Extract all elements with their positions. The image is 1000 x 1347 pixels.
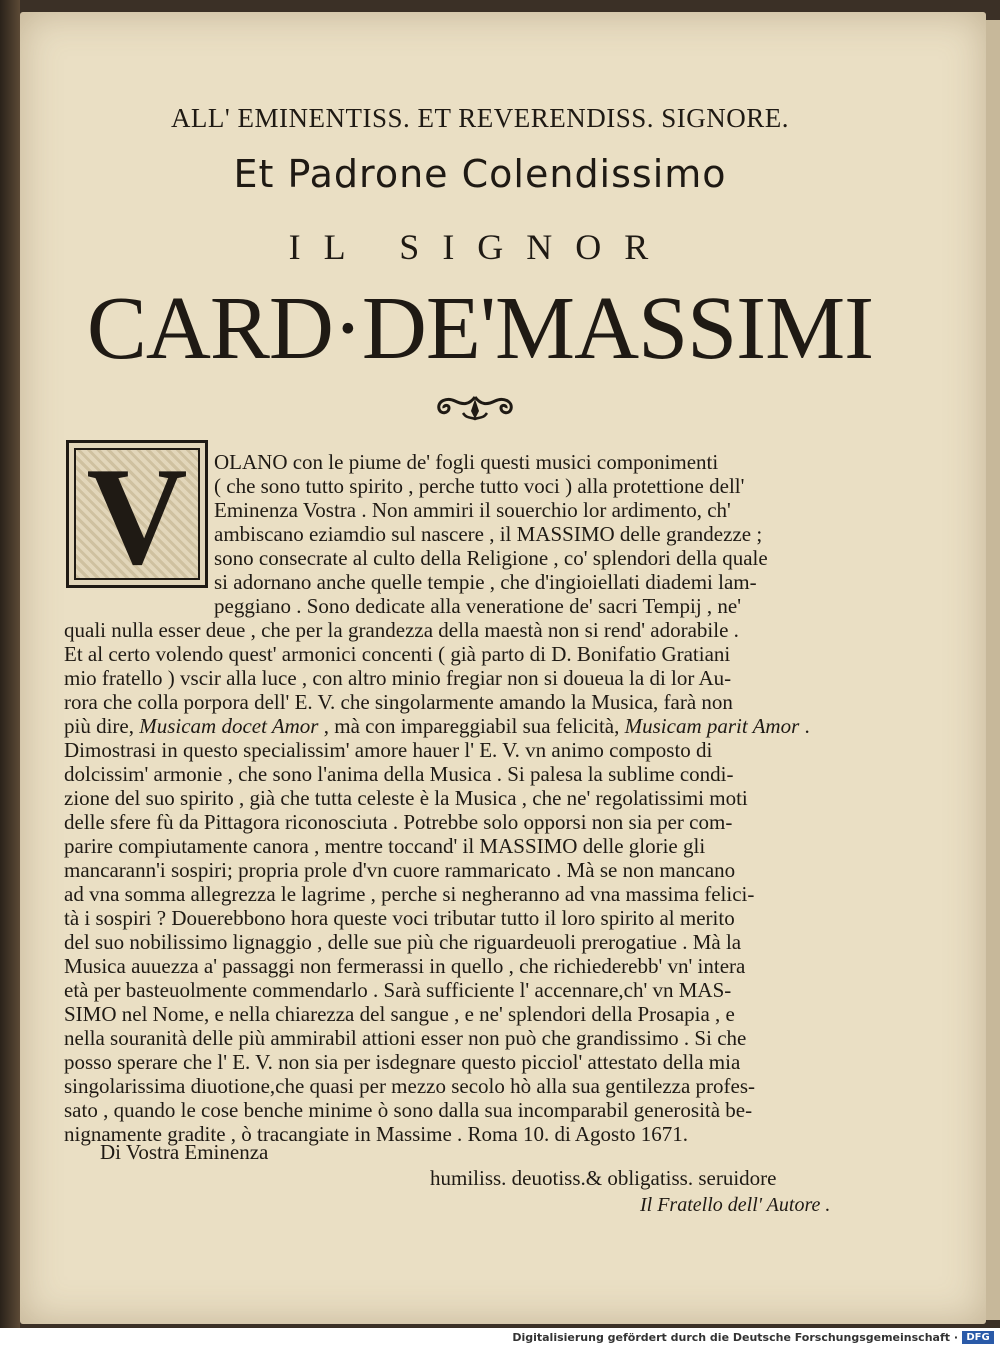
body-line: delle sfere fù da Pittagora riconosciuta . Potrebbe solo opporsi non sia per com-	[64, 810, 733, 834]
body-text-run: , mà con impareggiabil sua felicità,	[318, 714, 625, 738]
salutation: Di Vostra Eminenza	[100, 1140, 269, 1164]
body-line: posso sperare che l' E. V. non sia per isdegnare questo picciol' attestato della mia	[64, 1050, 741, 1074]
body-line: SIMO nel Nome, e nella chiarezza del sangue , e ne' splendori della Prosapia , e	[64, 1002, 735, 1026]
body-line: zione del suo spirito , già che tutta celeste è la Musica , che ne' regolatissimi moti	[64, 786, 748, 810]
body-line: tà i sospiri ? Douerebbono hora queste voci tributar tutto il loro spirito al merito	[64, 906, 735, 930]
footer-credit: Digitalisierung gefördert durch die Deutsche Forschungsgemeinschaft ·	[512, 1331, 958, 1344]
body-line: OLANO con le piume de' fogli questi musici componimenti	[214, 450, 719, 474]
signature-line-2: Il Fratello dell' Autore .	[640, 1194, 831, 1216]
body-line: mio fratello ) vscir alla luce , con altro minio fregiar non si doueua la di lor Au-	[64, 666, 732, 690]
body-line: età per basteuolmente commendarlo . Sarà sufficiente l' accennare,ch' vn MAS-	[64, 978, 732, 1002]
body-line: parire compiutamente canora , mentre toccand' il MASSIMO delle glorie gli	[64, 834, 706, 858]
heading-line-1: ALL' EMINENTISS. ET REVERENDISS. SIGNORE.	[170, 103, 790, 133]
body-line: singolarissima diuotione,che quasi per mezzo secolo hò alla sua gentilezza profes-	[64, 1074, 756, 1098]
body-line: quali nulla esser deue , che per la grandezza della maestà non si rend' adorabile .	[64, 618, 739, 642]
body-line: del suo nobilissimo lignaggio , delle sue più che riguardeuoli prerogatiue . Mà la	[64, 930, 742, 954]
heading-title: CARD·DE'MASSIMI	[86, 279, 874, 378]
dfg-logo: DFG	[962, 1331, 994, 1344]
heading-line-3: IL SIGNOR	[288, 227, 672, 267]
heading-line-2: Et Padrone Colendissimo	[233, 152, 727, 196]
body-line: Et al certo volendo quest' armonici concenti ( già parto di D. Bonifatio Gratiani	[64, 642, 731, 666]
body-line: dolcissim' armonie , che sono l'anima della Musica . Si palesa la sublime condi-	[64, 762, 734, 786]
body-line: nella souranità delle più ammirabil attioni esser non può che grandissimo . Si che	[64, 1026, 747, 1050]
body-line: Eminenza Vostra . Non ammiri il souerchio lor ardimento, ch'	[214, 498, 731, 522]
initial-letter: V	[86, 439, 188, 594]
body-line: sono consecrate al culto della Religione , co' splendori della quale	[214, 546, 768, 570]
body-line: rora che colla porpora dell' E. V. che singolarmente amando la Musica, farà non	[64, 690, 733, 714]
body-text-run: .	[799, 714, 810, 738]
body-line: mancarann'i sospiri; propria prole d'vn cuore rammaricato . Mà se non mancano	[64, 858, 736, 882]
body-line: sato , quando le cose benche minime ò sono dalla sua incomparabil generosità be-	[64, 1098, 753, 1122]
signature-line-1: humiliss. deuotiss.& obligatiss. seruidore	[430, 1166, 777, 1190]
italic-phrase-2: Musicam parit Amor	[624, 714, 800, 738]
body-line: ambiscano eziamdio sul nascere , il MASSIMO delle grandezze ;	[214, 522, 763, 546]
body-line: ad vna somma allegrezza le lagrime , perche si negheranno ad vna massima felici-	[64, 882, 755, 906]
body-line: Musica auuezza a' passaggi non fermerassi in quello , che richiederebb' vn' intera	[64, 954, 746, 978]
body-line: ( che sono tutto spirito , perche tutto voci ) alla protettione dell'	[214, 474, 745, 498]
body-line-italic	[64, 714, 810, 738]
body-line: si adornano anche quelle tempie , che d'ingioiellati diademi lam-	[214, 570, 757, 594]
digitization-footer	[0, 1328, 1000, 1347]
body-line: nignamente gradite , ò tracangiate in Massime . Roma 10. di Agosto 1671.	[64, 1122, 689, 1146]
italic-phrase-1: Musicam docet Amor	[139, 714, 319, 738]
body-line: Dimostrasi in questo specialissim' amore hauer l' E. V. vn animo composto di	[64, 738, 713, 762]
body-text-run: più dire,	[64, 714, 140, 738]
body-line: peggiano . Sono dedicate alla veneratione de' sacri Tempij , ne'	[214, 594, 742, 618]
